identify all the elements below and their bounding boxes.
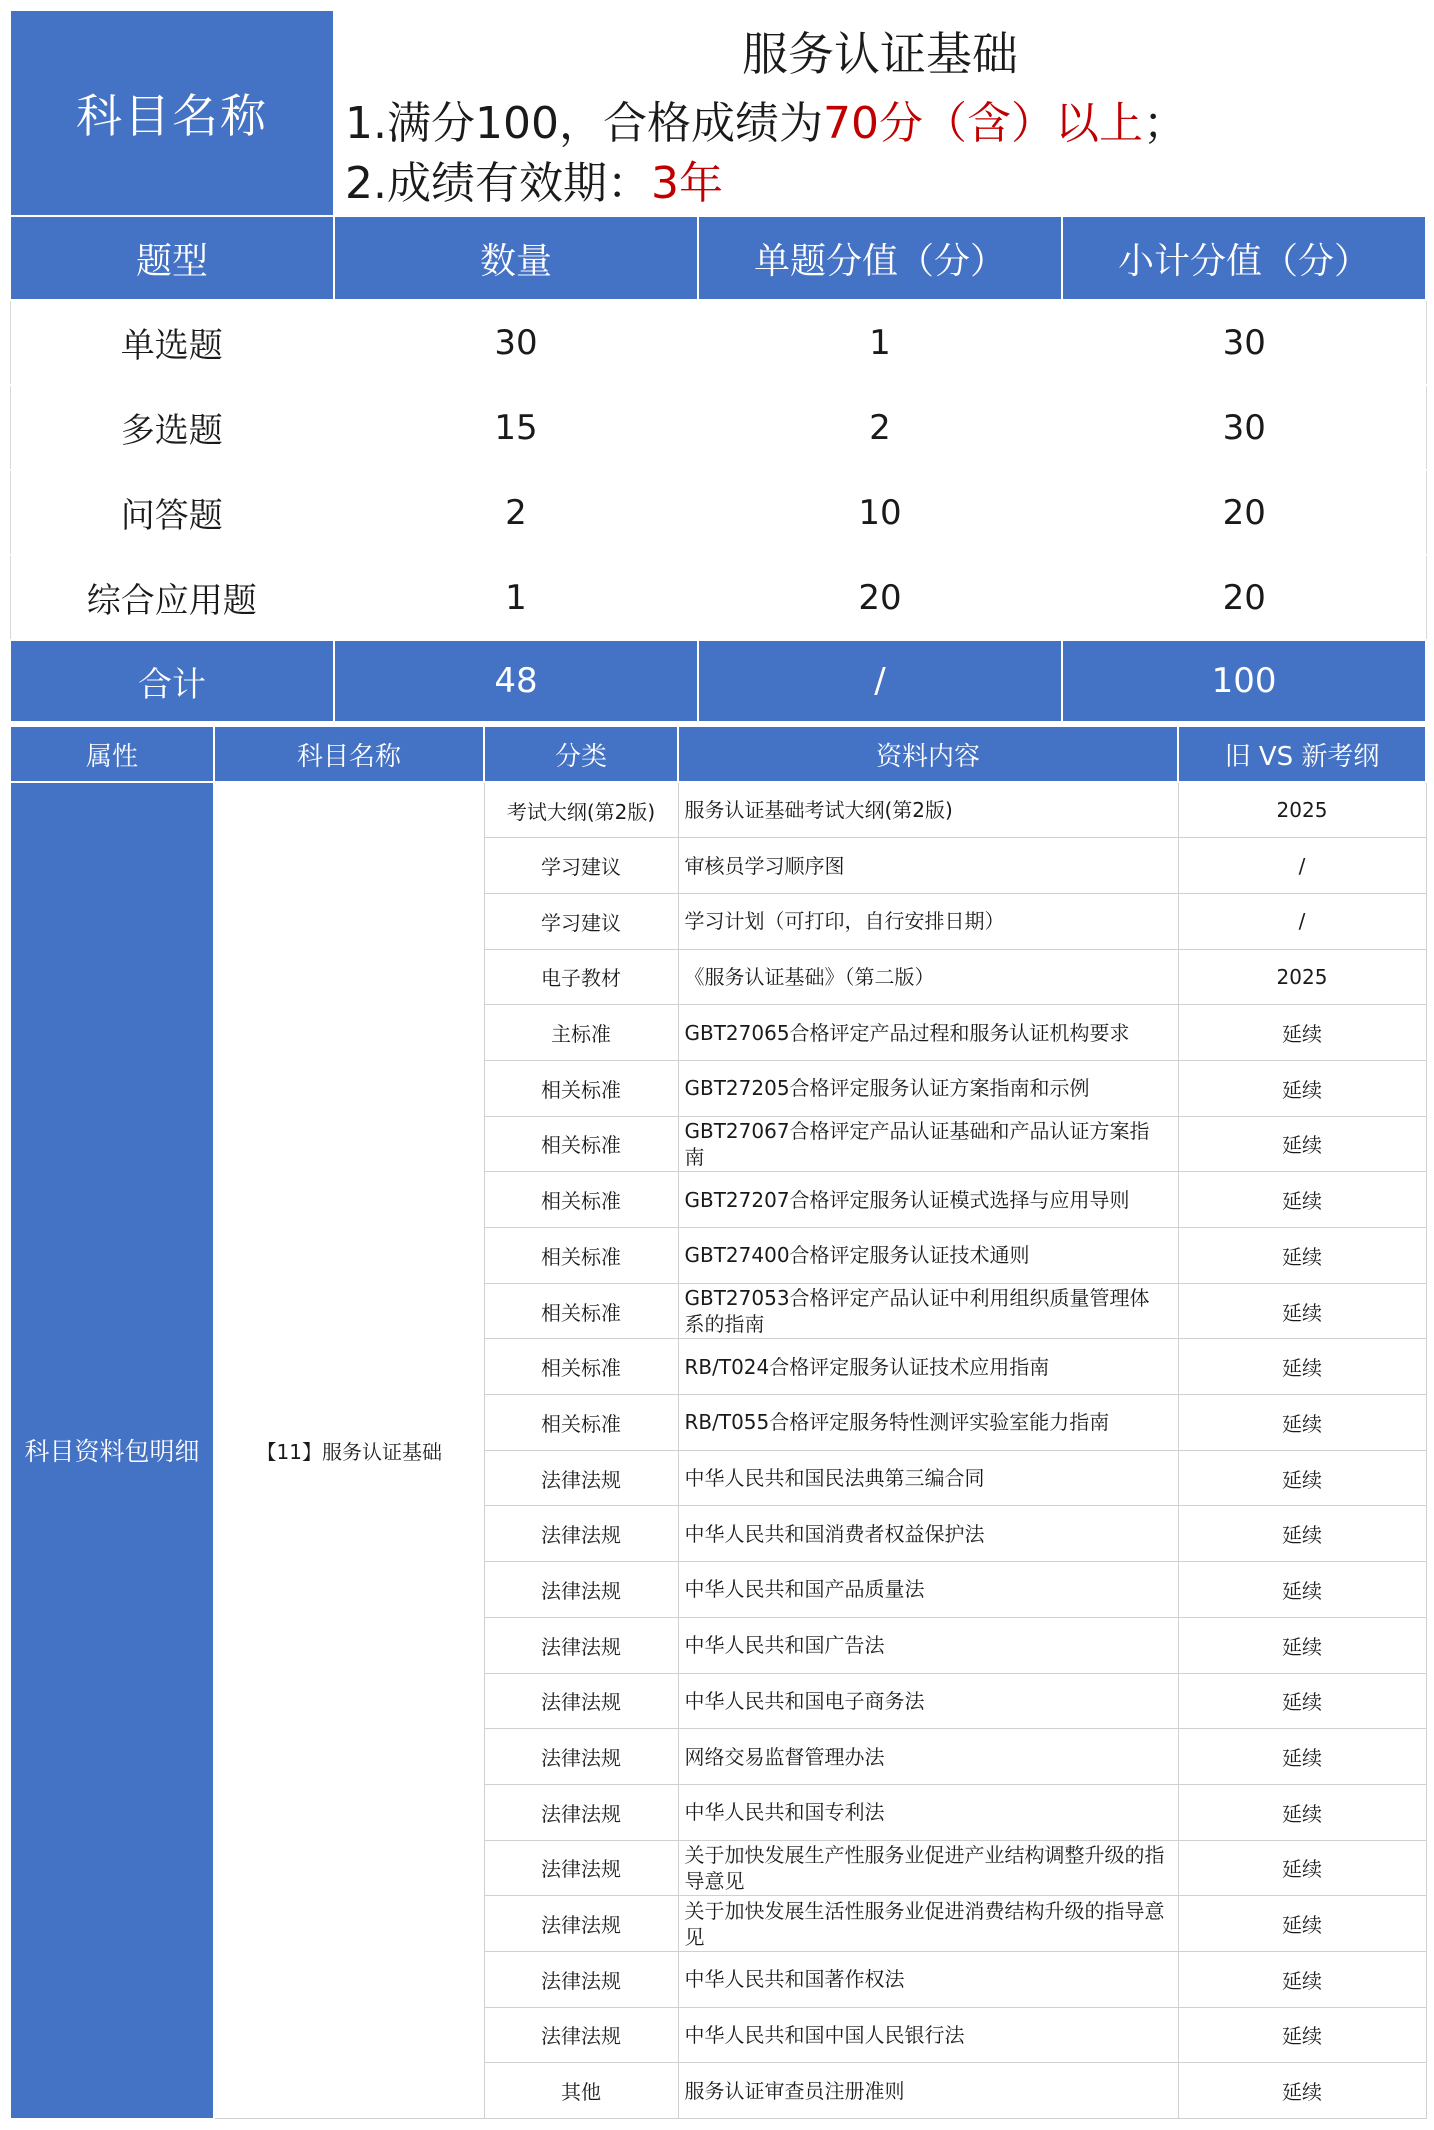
score-table: [9, 9, 1427, 723]
content-cell: GBT27400合格评定服务认证技术通则: [678, 1228, 1178, 1284]
category-cell: 法律法规: [484, 1784, 678, 1840]
content-cell: GBT27067合格评定产品认证基础和产品认证方案指南: [678, 1116, 1178, 1172]
content-cell: 审核员学习顺序图: [678, 838, 1178, 894]
version-cell: 延续: [1178, 1450, 1426, 1506]
category-cell: 法律法规: [484, 1506, 678, 1562]
version-cell: 延续: [1178, 1228, 1426, 1284]
category-cell: 法律法规: [484, 1450, 678, 1506]
materials-header-row: [10, 726, 1426, 782]
version-cell: /: [1178, 893, 1426, 949]
category-cell: 法律法规: [484, 2007, 678, 2063]
version-cell: 延续: [1178, 1395, 1426, 1451]
content-cell: 关于加快发展生产性服务业促进产业结构调整升级的指导意见: [678, 1840, 1178, 1896]
category-cell: 法律法规: [484, 1729, 678, 1785]
version-cell: 延续: [1178, 1729, 1426, 1785]
content-cell: 学习计划（可打印，自行安排日期）: [678, 893, 1178, 949]
category-cell: 相关标准: [484, 1339, 678, 1395]
header-subject-name: 科目名称: [214, 726, 484, 782]
content-cell: RB/T055合格评定服务特性测评实验室能力指南: [678, 1395, 1178, 1451]
header-category: 分类: [484, 726, 678, 782]
content-cell: 中华人民共和国广告法: [678, 1617, 1178, 1673]
content-cell: 中华人民共和国民法典第三编合同: [678, 1450, 1178, 1506]
content-cell: 中华人民共和国产品质量法: [678, 1562, 1178, 1618]
category-cell: 学习建议: [484, 893, 678, 949]
category-cell: 相关标准: [484, 1395, 678, 1451]
materials-table: [9, 725, 1427, 2120]
rule-pass-score: 1.满分100，合格成绩为70分（含）以上；: [345, 98, 1187, 149]
content-cell: 中华人民共和国电子商务法: [678, 1673, 1178, 1729]
content-cell: 服务认证基础考试大纲(第2版): [678, 782, 1178, 838]
subject-title: 服务认证基础: [334, 10, 1426, 92]
content-cell: 关于加快发展生活性服务业促进消费结构升级的指导意见: [678, 1896, 1178, 1952]
category-cell: 法律法规: [484, 1951, 678, 2007]
score-header-row: [10, 216, 1426, 300]
category-cell: 相关标准: [484, 1116, 678, 1172]
category-cell: 相关标准: [484, 1060, 678, 1116]
header-content: 资料内容: [678, 726, 1178, 782]
header-question-type: 题型: [10, 216, 334, 300]
table-row: 综合应用题 1 20 20: [10, 555, 1426, 640]
content-cell: GBT27053合格评定产品认证中利用组织质量管理体系的指南: [678, 1283, 1178, 1339]
content-cell: 《服务认证基础》（第二版）: [678, 949, 1178, 1005]
content-cell: 中华人民共和国消费者权益保护法: [678, 1506, 1178, 1562]
version-cell: 延续: [1178, 2063, 1426, 2119]
version-cell: 延续: [1178, 1673, 1426, 1729]
category-cell: 相关标准: [484, 1172, 678, 1228]
attribute-cell: 科目资料包明细: [10, 782, 214, 2119]
version-cell: 延续: [1178, 1172, 1426, 1228]
category-cell: 主标准: [484, 1005, 678, 1061]
version-cell: /: [1178, 838, 1426, 894]
version-cell: 延续: [1178, 1840, 1426, 1896]
subject-name-label: 科目名称: [10, 10, 334, 216]
category-cell: 法律法规: [484, 1673, 678, 1729]
category-cell: 相关标准: [484, 1228, 678, 1284]
total-score: 100: [1062, 640, 1426, 722]
version-cell: 延续: [1178, 1896, 1426, 1952]
table-row: 多选题 15 2 30: [10, 385, 1426, 470]
version-cell: 延续: [1178, 1951, 1426, 2007]
header-quantity: 数量: [334, 216, 698, 300]
version-cell: 延续: [1178, 1784, 1426, 1840]
subject-cell: 【11】服务认证基础: [214, 782, 484, 2119]
total-label: 合计: [10, 640, 334, 722]
rule-validity: 2.成绩有效期：3年: [345, 158, 723, 209]
header-subtotal: 小计分值（分）: [1062, 216, 1426, 300]
category-cell: 法律法规: [484, 1896, 678, 1952]
version-cell: 延续: [1178, 1005, 1426, 1061]
version-cell: 延续: [1178, 1060, 1426, 1116]
content-cell: 网络交易监督管理办法: [678, 1729, 1178, 1785]
version-cell: 延续: [1178, 1283, 1426, 1339]
version-cell: 延续: [1178, 1562, 1426, 1618]
category-cell: 学习建议: [484, 838, 678, 894]
category-cell: 考试大纲(第2版): [484, 782, 678, 838]
table-row: 单选题 30 1 30: [10, 300, 1426, 385]
version-cell: 延续: [1178, 1116, 1426, 1172]
exam-rules: [334, 92, 1426, 216]
table-row: [10, 782, 1426, 838]
content-cell: GBT27205合格评定服务认证方案指南和示例: [678, 1060, 1178, 1116]
total-quantity: 48: [334, 640, 698, 722]
version-cell: 延续: [1178, 1339, 1426, 1395]
exam-info-sheet: [9, 9, 1425, 2120]
content-cell: GBT27207合格评定服务认证模式选择与应用导则: [678, 1172, 1178, 1228]
content-cell: RB/T024合格评定服务认证技术应用指南: [678, 1339, 1178, 1395]
version-cell: 2025: [1178, 949, 1426, 1005]
version-cell: 延续: [1178, 1506, 1426, 1562]
content-cell: 服务认证审查员注册准则: [678, 2063, 1178, 2119]
version-cell: 2025: [1178, 782, 1426, 838]
category-cell: 电子教材: [484, 949, 678, 1005]
table-row: 问答题 2 10 20: [10, 470, 1426, 555]
version-cell: 延续: [1178, 2007, 1426, 2063]
version-cell: 延续: [1178, 1617, 1426, 1673]
header-points-each: 单题分值（分）: [698, 216, 1062, 300]
category-cell: 法律法规: [484, 1617, 678, 1673]
content-cell: 中华人民共和国中国人民银行法: [678, 2007, 1178, 2063]
category-cell: 法律法规: [484, 1562, 678, 1618]
total-points-each: /: [698, 640, 1062, 722]
header-version: 旧 VS 新考纲: [1178, 726, 1426, 782]
content-cell: 中华人民共和国专利法: [678, 1784, 1178, 1840]
total-row: [10, 640, 1426, 722]
category-cell: 相关标准: [484, 1283, 678, 1339]
category-cell: 其他: [484, 2063, 678, 2119]
category-cell: 法律法规: [484, 1840, 678, 1896]
content-cell: GBT27065合格评定产品过程和服务认证机构要求: [678, 1005, 1178, 1061]
header-attribute: 属性: [10, 726, 214, 782]
content-cell: 中华人民共和国著作权法: [678, 1951, 1178, 2007]
